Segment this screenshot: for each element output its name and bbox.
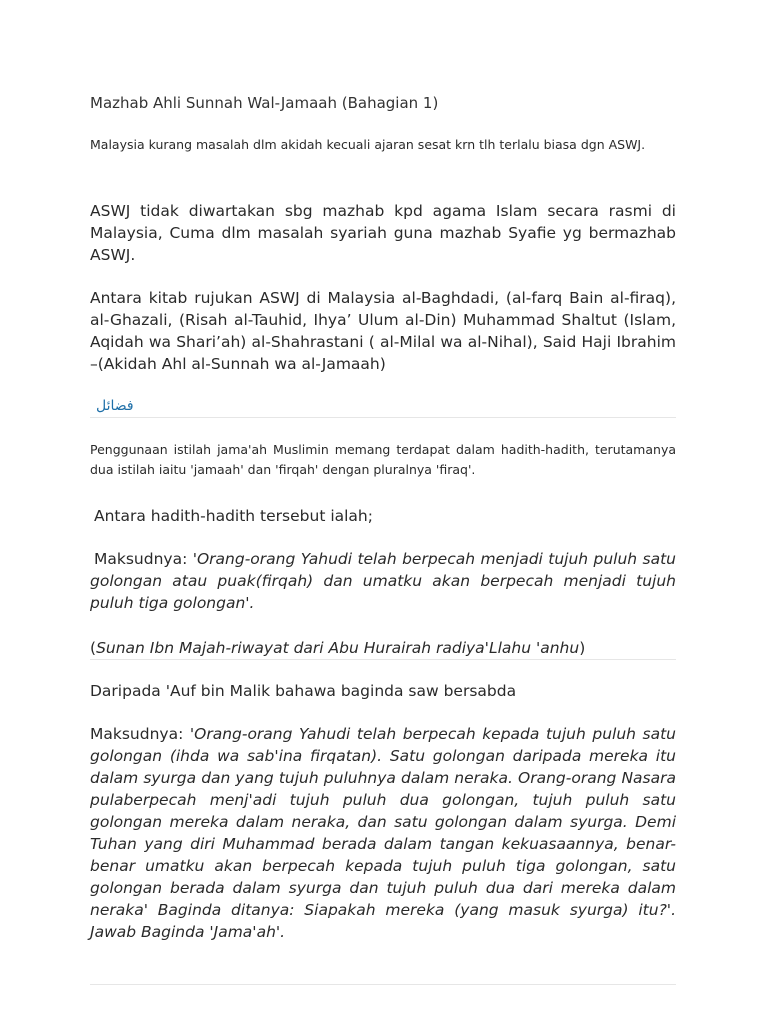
citation-text: Sunan Ibn Majah-riwayat dari Abu Hurairah radiya'Llahu 'anhu: [96, 639, 580, 657]
divider: [90, 659, 676, 660]
daripada-line: Daripada 'Auf bin Malik bahawa baginda saw bersabda: [90, 682, 517, 700]
antara-hadith-line: Antara hadith-hadith tersebut ialah;: [94, 507, 373, 525]
paragraph-kitab-rujukan: Antara kitab rujukan ASWJ di Malaysia al-Baghdadi, (al-farq Bain al-firaq), al-Ghazali, (Risah al-Tauhid, Ihya’ Ulum al-Din) Muhammad Shaltut (Islam, Aqidah wa Shari’ah) al-Shahrastani ( al-Milal wa al-Nihal), Said Haji Ibrahim –(Akidah Ahl al-Sunnah wa al-Jamaah): [90, 289, 676, 373]
citation-close-paren: ): [579, 639, 586, 657]
sunan-citation: [90, 637, 585, 659]
maksudnya-quote-1: [90, 548, 676, 614]
maksudnya-label: Maksudnya:: [94, 550, 193, 568]
arabic-heading-link[interactable]: فضائل: [96, 398, 134, 414]
paragraph-aswj: ASWJ tidak diwartakan sbg mazhab kpd agama Islam secara rasmi di Malaysia, Cuma dlm masalah syariah guna mazhab Syafie yg bermazhab ASWJ.: [90, 202, 676, 264]
article-subtitle: Malaysia kurang masalah dlm akidah kecuali ajaran sesat krn tlh terlalu biasa dgn ASWJ.: [90, 137, 646, 152]
divider: [90, 417, 676, 418]
quote-text: 'Orang-orang Yahudi telah berpecah menjadi tujuh puluh satu golongan atau puak(firqah) dan umatku akan berpecah menjadi tujuh puluh tiga golongan'.: [90, 550, 676, 612]
quote-text: 'Orang-orang Yahudi telah berpecah kepada tujuh puluh satu golongan (ihda wa sab'ina firqatan). Satu golongan daripada mereka itu dalam syurga dan yang tujuh puluhnya dalam neraka. Orang-orang Nasara pulaberpecah menj'adi tujuh puluh dua golongan, tujuh puluh satu golongan mereka dalam neraka, dan satu golongan dalam syurga. Demi Tuhan yang diri Muhammad berada dalam tangan kekuasaannya, benar-benar umatku akan berpecah kepada tujuh puluh tiga golongan, satu golongan berada dalam syurga dan tujuh puluh dua dari mereka dalam neraka' Baginda ditanya: Siapakah mereka (yang masuk syurga) itu?'. Jawab Baginda 'Jama'ah'.: [90, 725, 676, 941]
paragraph-penggunaan: Penggunaan istilah jama'ah Muslimin memang terdapat dalam hadith-hadith, terutamanya dua istilah iaitu 'jamaah' dan 'firqah' dengan pluralnya 'firaq'.: [90, 442, 676, 477]
divider: [90, 984, 676, 985]
article-title: Mazhab Ahli Sunnah Wal-Jamaah (Bahagian 1): [90, 94, 439, 112]
citation-open-paren: (: [90, 639, 97, 657]
maksudnya-label: Maksudnya:: [90, 725, 190, 743]
maksudnya-quote-2: [90, 723, 676, 943]
